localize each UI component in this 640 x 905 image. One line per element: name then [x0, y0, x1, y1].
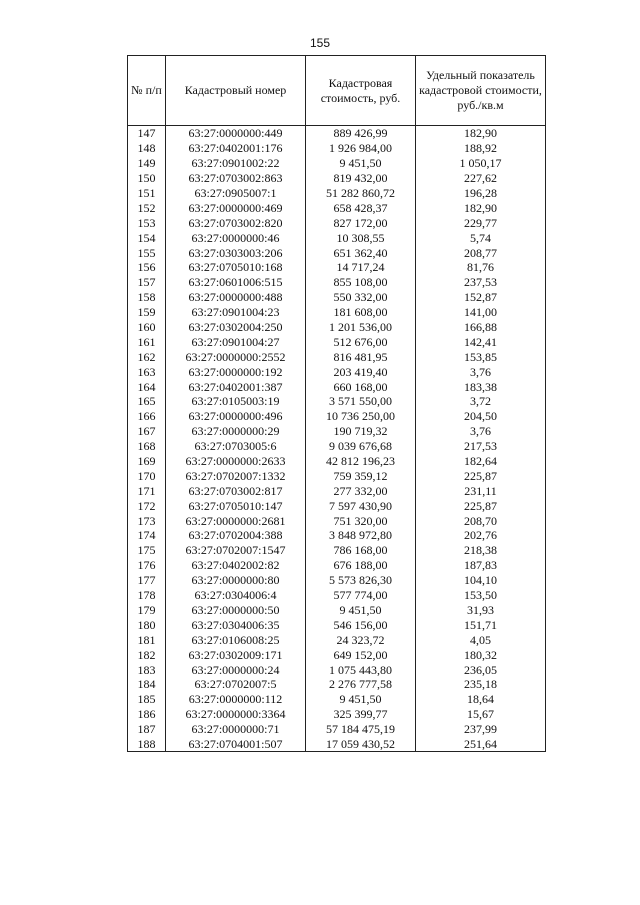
- cell-number: 153: [128, 215, 166, 230]
- cell-cadastral-value: 676 188,00: [306, 558, 416, 573]
- cell-number: 167: [128, 424, 166, 439]
- table-row: [128, 588, 546, 603]
- cell-cadastral-value: 24 323,72: [306, 632, 416, 647]
- table-row: [128, 230, 546, 245]
- table-row: [128, 349, 546, 364]
- cell-unit-value: 104,10: [416, 573, 546, 588]
- cell-cadastral-number: 63:27:0702007:1332: [166, 468, 306, 483]
- cell-number: 171: [128, 483, 166, 498]
- cell-unit-value: 236,05: [416, 662, 546, 677]
- cell-cadastral-value: 1 201 536,00: [306, 320, 416, 335]
- cell-cadastral-number: 63:27:0304006:35: [166, 617, 306, 632]
- cell-unit-value: 237,53: [416, 275, 546, 290]
- cell-cadastral-value: 51 282 860,72: [306, 186, 416, 201]
- table-row: [128, 573, 546, 588]
- cell-cadastral-number: 63:27:0106008:25: [166, 632, 306, 647]
- cell-cadastral-number: 63:27:0703002:863: [166, 171, 306, 186]
- cell-cadastral-number: 63:27:0703002:820: [166, 215, 306, 230]
- cell-cadastral-number: 63:27:0702007:1547: [166, 543, 306, 558]
- cell-unit-value: 237,99: [416, 722, 546, 737]
- cell-cadastral-number: 63:27:0704001:507: [166, 737, 306, 752]
- cell-cadastral-value: 827 172,00: [306, 215, 416, 230]
- cell-cadastral-value: 816 481,95: [306, 349, 416, 364]
- cell-unit-value: 182,64: [416, 454, 546, 469]
- table-row: [128, 558, 546, 573]
- table-row: [128, 171, 546, 186]
- table-row: [128, 409, 546, 424]
- cell-number: 161: [128, 334, 166, 349]
- table-row: [128, 617, 546, 632]
- table-row: [128, 305, 546, 320]
- cell-cadastral-number: 63:27:0105003:19: [166, 394, 306, 409]
- cell-unit-value: 5,74: [416, 230, 546, 245]
- table-row: [128, 498, 546, 513]
- cell-cadastral-number: 63:27:0000000:496: [166, 409, 306, 424]
- table-row: [128, 439, 546, 454]
- cell-cadastral-value: 10 308,55: [306, 230, 416, 245]
- cell-cadastral-number: 63:27:0000000:3364: [166, 707, 306, 722]
- cell-cadastral-number: 63:27:0901004:23: [166, 305, 306, 320]
- cell-number: 160: [128, 320, 166, 335]
- cell-unit-value: 208,77: [416, 245, 546, 260]
- cell-unit-value: 182,90: [416, 126, 546, 141]
- cell-number: 169: [128, 454, 166, 469]
- cell-unit-value: 231,11: [416, 483, 546, 498]
- cell-number: 152: [128, 200, 166, 215]
- table-row: [128, 260, 546, 275]
- cell-number: 162: [128, 349, 166, 364]
- cell-cadastral-value: 14 717,24: [306, 260, 416, 275]
- cell-cadastral-number: 63:27:0000000:488: [166, 290, 306, 305]
- cell-cadastral-value: 1 075 443,80: [306, 662, 416, 677]
- cell-number: 155: [128, 245, 166, 260]
- cell-unit-value: 227,62: [416, 171, 546, 186]
- cell-cadastral-number: 63:27:0702007:5: [166, 677, 306, 692]
- cell-unit-value: 152,87: [416, 290, 546, 305]
- cell-cadastral-number: 63:27:0000000:2681: [166, 513, 306, 528]
- cell-cadastral-value: 3 571 550,00: [306, 394, 416, 409]
- cell-cadastral-value: 855 108,00: [306, 275, 416, 290]
- cell-number: 159: [128, 305, 166, 320]
- cell-unit-value: 182,90: [416, 200, 546, 215]
- cell-cadastral-number: 63:27:0703005:6: [166, 439, 306, 454]
- table-row: [128, 483, 546, 498]
- cell-number: 174: [128, 528, 166, 543]
- cell-cadastral-number: 63:27:0000000:46: [166, 230, 306, 245]
- cell-number: 166: [128, 409, 166, 424]
- cell-unit-value: 4,05: [416, 632, 546, 647]
- table-row: [128, 156, 546, 171]
- cell-unit-value: 151,71: [416, 617, 546, 632]
- table-row: [128, 394, 546, 409]
- cell-cadastral-value: 658 428,37: [306, 200, 416, 215]
- cell-unit-value: 202,76: [416, 528, 546, 543]
- table-row: [128, 275, 546, 290]
- cell-unit-value: 81,76: [416, 260, 546, 275]
- cell-cadastral-number: 63:27:0402002:82: [166, 558, 306, 573]
- cell-unit-value: 208,70: [416, 513, 546, 528]
- cell-cadastral-number: 63:27:0402001:176: [166, 141, 306, 156]
- header-number: № п/п: [128, 56, 166, 126]
- page-number: 155: [309, 36, 331, 50]
- cell-number: 184: [128, 677, 166, 692]
- cell-cadastral-value: 277 332,00: [306, 483, 416, 498]
- cadastral-table: [127, 55, 546, 752]
- table-row: [128, 692, 546, 707]
- cell-number: 149: [128, 156, 166, 171]
- cell-unit-value: 229,77: [416, 215, 546, 230]
- table-row: [128, 424, 546, 439]
- cell-unit-value: 141,00: [416, 305, 546, 320]
- cell-number: 156: [128, 260, 166, 275]
- cell-unit-value: 31,93: [416, 603, 546, 618]
- cell-unit-value: 183,38: [416, 379, 546, 394]
- cell-cadastral-value: 7 597 430,90: [306, 498, 416, 513]
- cell-unit-value: 196,28: [416, 186, 546, 201]
- cell-number: 176: [128, 558, 166, 573]
- cell-number: 150: [128, 171, 166, 186]
- cell-cadastral-number: 63:27:0705010:168: [166, 260, 306, 275]
- cell-cadastral-value: 9 039 676,68: [306, 439, 416, 454]
- table-row: [128, 632, 546, 647]
- table-row: [128, 662, 546, 677]
- table-row: [128, 290, 546, 305]
- cell-cadastral-value: 203 419,40: [306, 364, 416, 379]
- table-row: [128, 215, 546, 230]
- cell-number: 158: [128, 290, 166, 305]
- cell-cadastral-number: 63:27:0702004:388: [166, 528, 306, 543]
- cell-cadastral-value: 10 736 250,00: [306, 409, 416, 424]
- table-row: [128, 364, 546, 379]
- cell-cadastral-number: 63:27:0000000:29: [166, 424, 306, 439]
- header-cadastral-value: Кадастровая стоимость, руб.: [306, 56, 416, 126]
- table-row: [128, 245, 546, 260]
- cell-number: 188: [128, 737, 166, 752]
- cell-number: 154: [128, 230, 166, 245]
- cell-cadastral-number: 63:27:0000000:449: [166, 126, 306, 141]
- cell-unit-value: 3,72: [416, 394, 546, 409]
- cell-number: 178: [128, 588, 166, 603]
- cell-number: 163: [128, 364, 166, 379]
- table-row: [128, 647, 546, 662]
- table-row: [128, 141, 546, 156]
- cell-unit-value: 204,50: [416, 409, 546, 424]
- cell-unit-value: 251,64: [416, 737, 546, 752]
- table-row: [128, 126, 546, 141]
- table-row: [128, 543, 546, 558]
- cell-cadastral-value: 9 451,50: [306, 692, 416, 707]
- table-row: [128, 379, 546, 394]
- cell-cadastral-value: 819 432,00: [306, 171, 416, 186]
- table-row: [128, 334, 546, 349]
- cell-cadastral-value: 512 676,00: [306, 334, 416, 349]
- cell-number: 172: [128, 498, 166, 513]
- cell-number: 175: [128, 543, 166, 558]
- cell-cadastral-value: 2 276 777,58: [306, 677, 416, 692]
- cell-cadastral-number: 63:27:0000000:24: [166, 662, 306, 677]
- cell-cadastral-number: 63:27:0304006:4: [166, 588, 306, 603]
- cell-cadastral-number: 63:27:0000000:71: [166, 722, 306, 737]
- cell-cadastral-value: 759 359,12: [306, 468, 416, 483]
- cell-number: 177: [128, 573, 166, 588]
- table-row: [128, 454, 546, 469]
- cell-cadastral-value: 5 573 826,30: [306, 573, 416, 588]
- cell-cadastral-number: 63:27:0703002:817: [166, 483, 306, 498]
- cell-cadastral-number: 63:27:0000000:50: [166, 603, 306, 618]
- cell-cadastral-number: 63:27:0905007:1: [166, 186, 306, 201]
- header-cadastral-number: Кадастровый номер: [166, 56, 306, 126]
- cell-unit-value: 218,38: [416, 543, 546, 558]
- cell-unit-value: 225,87: [416, 498, 546, 513]
- cell-unit-value: 166,88: [416, 320, 546, 335]
- cell-number: 168: [128, 439, 166, 454]
- cell-cadastral-number: 63:27:0303003:206: [166, 245, 306, 260]
- cell-number: 186: [128, 707, 166, 722]
- cell-cadastral-value: 190 719,32: [306, 424, 416, 439]
- cell-number: 180: [128, 617, 166, 632]
- cell-cadastral-number: 63:27:0402001:387: [166, 379, 306, 394]
- header-unit-value: Удельный показатель кадастровой стоимости, руб./кв.м: [416, 56, 546, 126]
- table-row: [128, 468, 546, 483]
- cell-cadastral-value: 786 168,00: [306, 543, 416, 558]
- cell-number: 157: [128, 275, 166, 290]
- cell-cadastral-number: 63:27:0000000:192: [166, 364, 306, 379]
- table-body: [128, 126, 546, 752]
- cell-number: 182: [128, 647, 166, 662]
- cell-number: 179: [128, 603, 166, 618]
- cell-cadastral-value: 649 152,00: [306, 647, 416, 662]
- cell-cadastral-value: 751 320,00: [306, 513, 416, 528]
- cell-number: 173: [128, 513, 166, 528]
- cell-unit-value: 153,85: [416, 349, 546, 364]
- cell-unit-value: 235,18: [416, 677, 546, 692]
- cell-cadastral-number: 63:27:0901002:22: [166, 156, 306, 171]
- cell-cadastral-value: 9 451,50: [306, 156, 416, 171]
- cell-cadastral-value: 550 332,00: [306, 290, 416, 305]
- table-header-row: [128, 56, 546, 126]
- cell-unit-value: 187,83: [416, 558, 546, 573]
- table-row: [128, 528, 546, 543]
- cell-cadastral-number: 63:27:0000000:80: [166, 573, 306, 588]
- cell-number: 165: [128, 394, 166, 409]
- cell-number: 164: [128, 379, 166, 394]
- cell-cadastral-value: 546 156,00: [306, 617, 416, 632]
- cell-cadastral-value: 3 848 972,80: [306, 528, 416, 543]
- cell-cadastral-number: 63:27:0601006:515: [166, 275, 306, 290]
- table-row: [128, 722, 546, 737]
- cell-unit-value: 1 050,17: [416, 156, 546, 171]
- cell-cadastral-value: 577 774,00: [306, 588, 416, 603]
- cell-unit-value: 217,53: [416, 439, 546, 454]
- cell-cadastral-value: 57 184 475,19: [306, 722, 416, 737]
- cell-unit-value: 180,32: [416, 647, 546, 662]
- cell-cadastral-value: 889 426,99: [306, 126, 416, 141]
- cell-unit-value: 15,67: [416, 707, 546, 722]
- table-row: [128, 320, 546, 335]
- cell-cadastral-number: 63:27:0302009:171: [166, 647, 306, 662]
- cell-number: 148: [128, 141, 166, 156]
- cell-number: 147: [128, 126, 166, 141]
- table-row: [128, 513, 546, 528]
- cell-cadastral-number: 63:27:0000000:112: [166, 692, 306, 707]
- table-row: [128, 603, 546, 618]
- table-row: [128, 737, 546, 752]
- cell-number: 183: [128, 662, 166, 677]
- cell-cadastral-value: 9 451,50: [306, 603, 416, 618]
- cell-unit-value: 3,76: [416, 424, 546, 439]
- cell-number: 170: [128, 468, 166, 483]
- cell-cadastral-value: 651 362,40: [306, 245, 416, 260]
- cell-unit-value: 153,50: [416, 588, 546, 603]
- cell-cadastral-value: 660 168,00: [306, 379, 416, 394]
- cell-cadastral-number: 63:27:0000000:2633: [166, 454, 306, 469]
- cell-cadastral-number: 63:27:0000000:2552: [166, 349, 306, 364]
- cell-number: 181: [128, 632, 166, 647]
- table-row: [128, 200, 546, 215]
- cell-number: 151: [128, 186, 166, 201]
- table-row: [128, 707, 546, 722]
- cell-number: 187: [128, 722, 166, 737]
- cell-cadastral-value: 181 608,00: [306, 305, 416, 320]
- cell-cadastral-value: 1 926 984,00: [306, 141, 416, 156]
- table-row: [128, 186, 546, 201]
- cell-unit-value: 225,87: [416, 468, 546, 483]
- cell-cadastral-number: 63:27:0901004:27: [166, 334, 306, 349]
- cell-unit-value: 188,92: [416, 141, 546, 156]
- cell-unit-value: 142,41: [416, 334, 546, 349]
- cell-cadastral-value: 325 399,77: [306, 707, 416, 722]
- cell-unit-value: 3,76: [416, 364, 546, 379]
- cell-unit-value: 18,64: [416, 692, 546, 707]
- cell-cadastral-value: 17 059 430,52: [306, 737, 416, 752]
- cell-number: 185: [128, 692, 166, 707]
- table-row: [128, 677, 546, 692]
- cell-cadastral-number: 63:27:0000000:469: [166, 200, 306, 215]
- cell-cadastral-number: 63:27:0705010:147: [166, 498, 306, 513]
- cell-cadastral-number: 63:27:0302004:250: [166, 320, 306, 335]
- cell-cadastral-value: 42 812 196,23: [306, 454, 416, 469]
